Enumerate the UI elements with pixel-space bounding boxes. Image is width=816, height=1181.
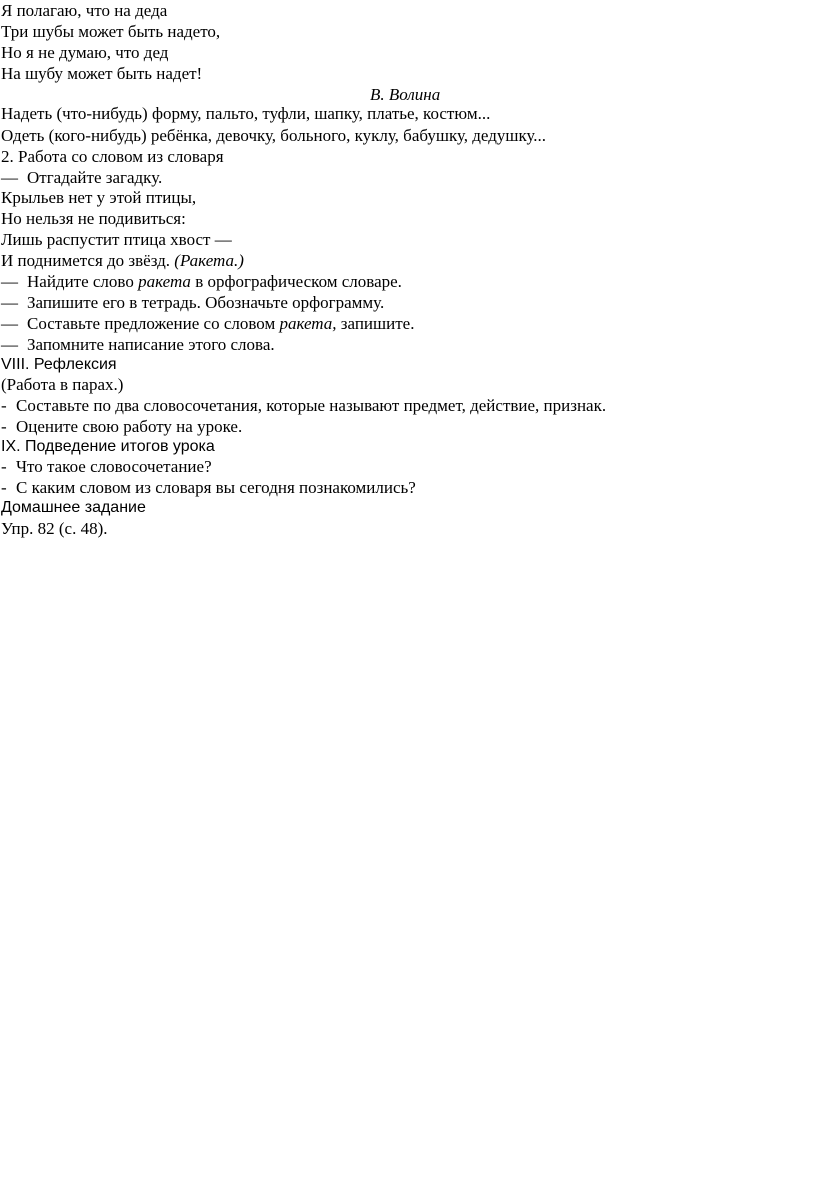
- homework-title: Домашнее задание: [1, 499, 146, 516]
- task-text: Найдите слово: [27, 272, 139, 291]
- dash-mark: —: [1, 335, 18, 354]
- section9-title: IX. Подведение итогов урока: [1, 438, 215, 455]
- section8-title: VIII. Рефлексия: [1, 356, 117, 373]
- riddle-line: Лишь распустит птица хвост —: [1, 230, 232, 249]
- task-4: [1, 334, 275, 356]
- hyphen-mark: -: [1, 457, 7, 476]
- task-text: Составьте предложение со словом: [27, 314, 280, 333]
- riddle-line-last: [1, 250, 244, 272]
- list-item: [1, 395, 606, 417]
- hyphen-mark: -: [1, 396, 7, 415]
- list-item-text: С каким словом из словаря вы сегодня познакомились?: [16, 478, 416, 497]
- task-text: запишите.: [336, 314, 415, 333]
- dash-mark: —: [1, 293, 18, 312]
- dash-mark: —: [1, 168, 18, 187]
- riddle-line: И поднимется до звёзд.: [1, 251, 171, 270]
- poem-line: Но я не думаю, что дед: [1, 43, 169, 62]
- poem-line: Я полагаю, что на деда: [1, 1, 168, 20]
- riddle-line: Крыльев нет у этой птицы,: [1, 188, 197, 207]
- hyphen-mark: -: [1, 478, 7, 497]
- homework-text: Упр. 82 (с. 48).: [1, 519, 108, 538]
- riddle-instruction: [1, 167, 162, 189]
- list-item-text: Оцените свою работу на уроке.: [16, 417, 243, 436]
- riddle-answer: (Ракета.): [174, 251, 244, 270]
- hyphen-mark: -: [1, 417, 7, 436]
- list-item-text: Составьте по два словосочетания, которые называют предмет, действие, признак.: [16, 396, 607, 415]
- list-item: [1, 456, 212, 478]
- task-1: [1, 271, 402, 293]
- task-3: [1, 313, 414, 335]
- poem-line: На шубу может быть надет!: [1, 64, 203, 83]
- dash-mark: —: [1, 314, 18, 333]
- task-keyword: ракета,: [279, 314, 337, 333]
- section2-title: 2. Работа со словом из словаря: [1, 147, 224, 166]
- usage-odet: Одеть (кого-нибудь) ребёнка, девочку, больного, куклу, бабушку, дедушку...: [1, 126, 547, 145]
- riddle-instruction-text: Отгадайте загадку.: [27, 168, 163, 187]
- list-item-text: Что такое словосочетание?: [16, 457, 212, 476]
- task-text: Запомните написание этого слова.: [27, 335, 275, 354]
- poem-author: В. Волина: [370, 85, 441, 104]
- task-text: в орфографическом словаре.: [190, 272, 402, 291]
- list-item: [1, 416, 242, 438]
- dash-mark: —: [1, 272, 18, 291]
- usage-nadet: Надеть (что-нибудь) форму, пальто, туфли, шапку, платье, костюм...: [1, 104, 491, 123]
- riddle-line: Но нельзя не подивиться:: [1, 209, 186, 228]
- task-text: Запишите его в тетрадь. Обозначьте орфограмму.: [27, 293, 385, 312]
- task-2: [1, 292, 384, 314]
- section8-note: (Работа в парах.): [1, 375, 124, 394]
- task-keyword: ракета: [138, 272, 191, 291]
- poem-line: Три шубы может быть надето,: [1, 22, 221, 41]
- list-item: [1, 477, 416, 499]
